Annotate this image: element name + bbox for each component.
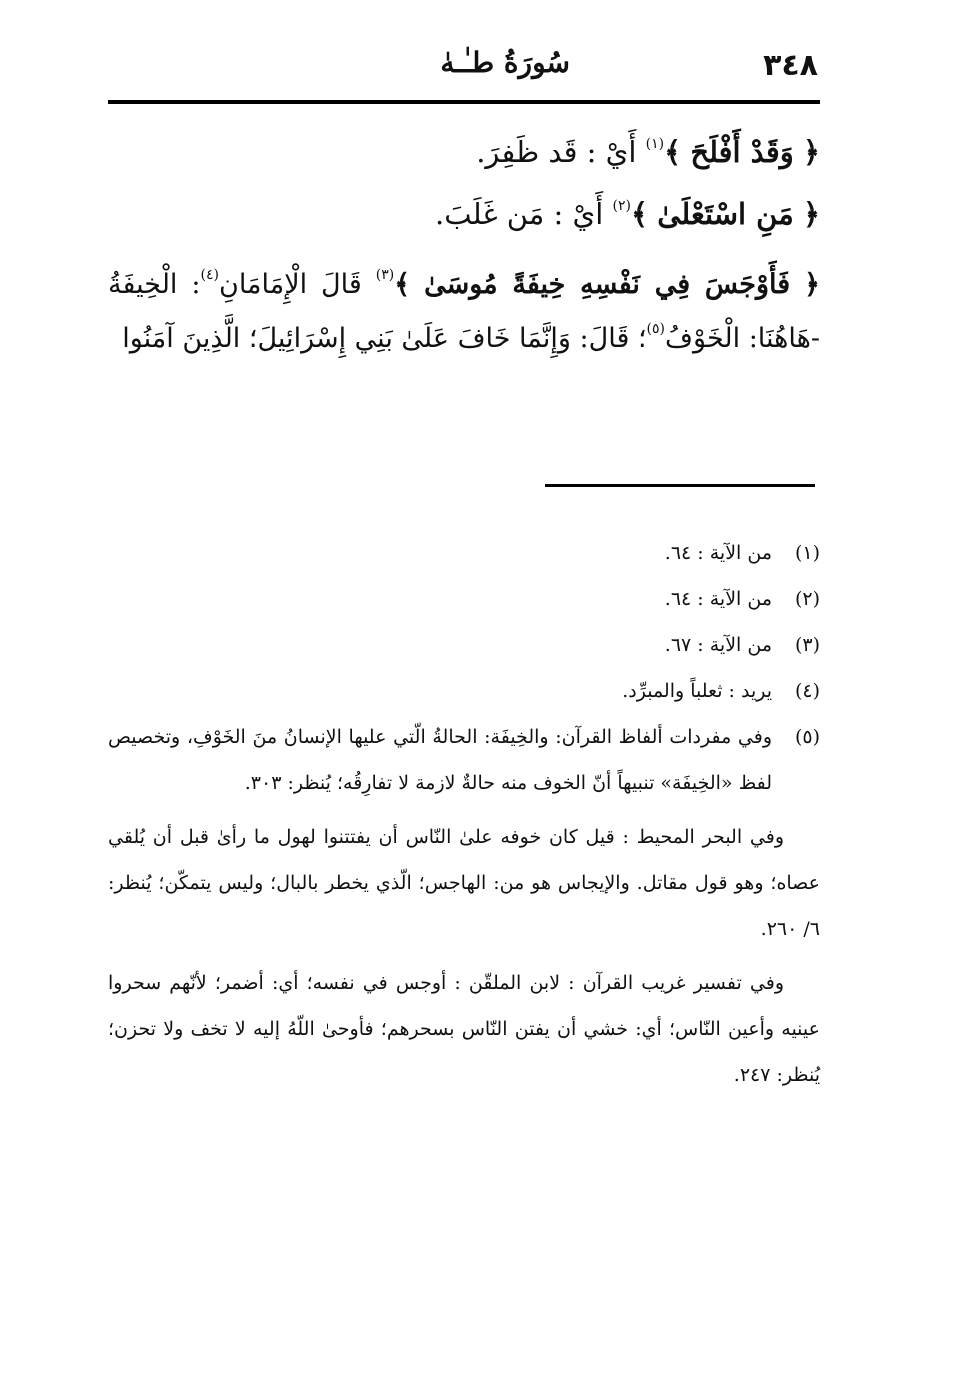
quran-quote: وَقَدْ أَفْلَحَ [690, 135, 794, 169]
footnote [108, 714, 820, 806]
footnote-note: وفي البحر المحيط : قيل كان خوفه علىٰ النّاس أن يفتتنوا لهول ما رأىٰ قبل أن يُلقي عصاه؛ وهو قول مقاتل. والإيجاس هو من: الهاجس؛ الّذي يخطر بالبال؛ وليس يتمكّن؛ يُنظر: ٦/ ٢٦٠. [108, 826, 820, 940]
footnote-ref: (٢) [612, 198, 631, 214]
footnote-ref: (٣) [375, 267, 395, 283]
main-text [108, 118, 820, 366]
footnote [108, 530, 820, 576]
gloss-text: أَيْ : مَن غَلَبَ. [435, 197, 604, 231]
gloss-text: أَيْ : قَد ظَفِرَ. [476, 135, 637, 169]
footnote [108, 668, 820, 714]
gloss-line [108, 130, 820, 174]
footnote-number: (١) [794, 542, 820, 564]
ornate-bracket-close: ﴾ [394, 269, 411, 300]
ornate-bracket-close: ﴾ [630, 197, 648, 231]
page-number: ٣٤٨ [763, 48, 818, 83]
paragraph-text: : الْخِيفَةُ -هَاهُنَا: الْخَوْفُ [108, 269, 820, 354]
footnote [108, 576, 820, 622]
footnote-ref: (٤) [200, 267, 219, 283]
footnote-number: (٤) [794, 680, 820, 702]
footnote-ref: (١) [645, 136, 665, 152]
footnote-text: من الآية : ٦٧. [664, 634, 772, 656]
footnote-text: يريد : ثعلباً والمبرِّد. [622, 680, 772, 702]
footnote-number: (٥) [794, 726, 820, 748]
footnotes [108, 530, 820, 1098]
quran-quote: مَنِ اسْتَعْلَىٰ [657, 197, 794, 231]
page-header [108, 44, 818, 94]
running-title: سُورَةُ طـٰـهٰ [440, 46, 570, 79]
footnote-note: وفي تفسير غريب القرآن : لابن الملقّن : أوجس في نفسه؛ أي: أضمر؛ لأنّهم سحروا عينيه وأعين النّاس؛ أي: خشي أن يفتن النّاس بسحرهم؛ فأوحىٰ اللّهُ إليه لا تخف ولا تحزن؛ يُنظر: ٢٤٧. [108, 972, 820, 1086]
paragraph-text: قَالَ الْإِمَامَانِ [218, 269, 362, 300]
footnote-text: من الآية : ٦٤. [664, 588, 772, 610]
gloss-line [108, 192, 820, 236]
ornate-bracket-open: ﴿ [803, 135, 820, 169]
header-rule [108, 100, 820, 104]
footnote-ref: (٥) [646, 321, 666, 337]
ornate-bracket-open: ﴿ [804, 269, 820, 300]
footnote-separator [545, 484, 815, 487]
footnote-number: (٣) [794, 634, 820, 656]
commentary-paragraph [108, 258, 820, 366]
quran-quote: فَأَوْجَسَ فِي نَفْسِهِ خِيفَةً مُوسَىٰ [424, 269, 791, 300]
footnote-text: وفي مفردات ألفاظ القرآن: والخِيفَة: الحالةُ الّتي عليها الإنسانُ منَ الخَوْفِ، وتخصيص لفظ «الخِيفَة» تنبيهاً أنّ الخوف منه حالةٌ لازمة لا تفارِقُه؛ يُنظر: ٣٠٣. [108, 726, 772, 794]
ornate-bracket-close: ﴾ [664, 135, 682, 169]
footnote [108, 622, 820, 668]
paragraph-text: ؛ قَالَ: وَإِنَّمَا خَافَ عَلَىٰ بَنِي إِسْرَائِيلَ؛ الَّذِينَ آمَنُوا [122, 323, 647, 354]
ornate-bracket-open: ﴿ [803, 197, 820, 231]
footnote-number: (٢) [794, 588, 820, 610]
footnote-text: من الآية : ٦٤. [664, 542, 772, 564]
